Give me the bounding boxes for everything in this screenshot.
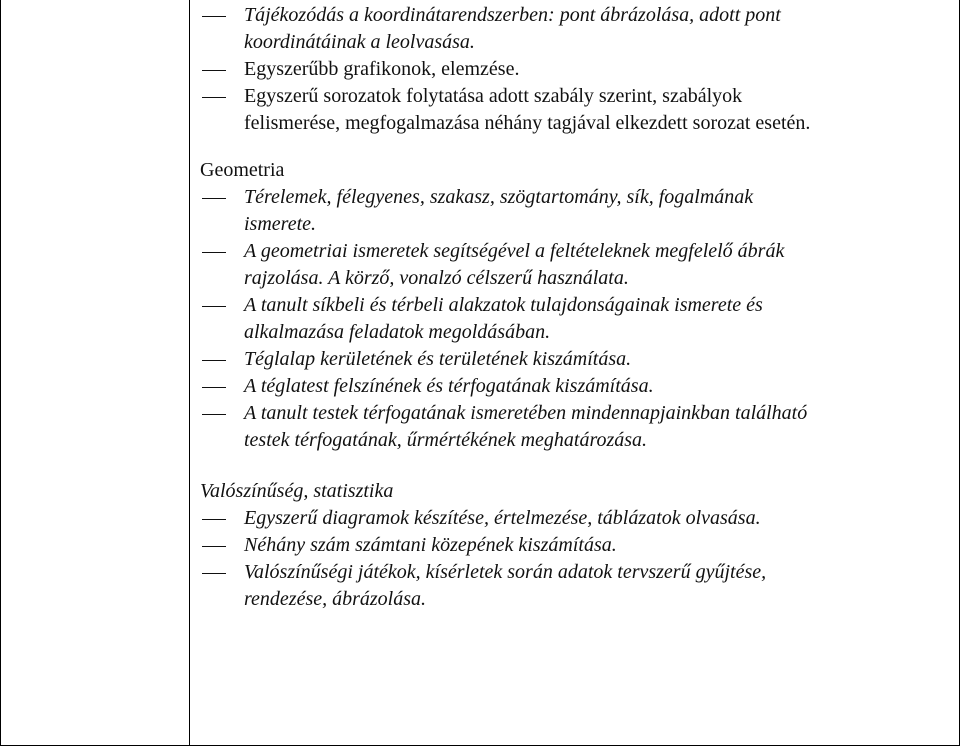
- content-cell: [200, 2, 940, 613]
- list-item: Valószínűségi játékok, kísérletek során adatok tervszerű gyűjtése, rendezése, ábrázolása.: [244, 561, 767, 610]
- list-item: Téglalap kerületének és területének kiszámítása.: [244, 348, 632, 370]
- list-item: Egyszerű diagramok készítése, értelmezése, táblázatok olvasása.: [244, 507, 761, 529]
- section-heading: Valószínűség, statisztika: [200, 480, 394, 502]
- list-item: Néhány szám számtani közepének kiszámítása.: [244, 534, 617, 556]
- list-item: A tanult síkbeli és térbeli alakzatok tulajdonságainak ismerete és alkalmazása feladatok megoldásában.: [244, 294, 763, 343]
- list-item: A geometriai ismeretek segítségével a feltételeknek megfelelő ábrák rajzolása. A körző, vonalzó célszerű használata.: [244, 240, 785, 289]
- list-item: Egyszerű sorozatok folytatása adott szabály szerint, szabályok felismerése, megfogalmazása néhány tagjával elkezdett sorozat esetén.: [244, 85, 811, 134]
- section-valoszinuseg: [200, 478, 940, 613]
- section-heading: Geometria: [200, 159, 285, 181]
- list-item: A téglatest felszínének és térfogatának kiszámítása.: [244, 375, 654, 397]
- column-divider: [189, 0, 190, 745]
- section-intro: [200, 2, 940, 137]
- section-geometria: [200, 157, 940, 454]
- list-item: Tájékozódás a koordinátarendszerben: pont ábrázolása, adott pont koordinátáinak a leolvasása.: [244, 4, 781, 53]
- list-item: Egyszerűbb grafikonok, elemzése.: [244, 58, 520, 80]
- list-item: A tanult testek térfogatának ismeretében mindennapjainkban található testek térfogatának, űrmértékének meghatározása.: [244, 402, 808, 451]
- list-item: Térelemek, félegyenes, szakasz, szögtartomány, sík, fogalmának ismerete.: [244, 186, 754, 235]
